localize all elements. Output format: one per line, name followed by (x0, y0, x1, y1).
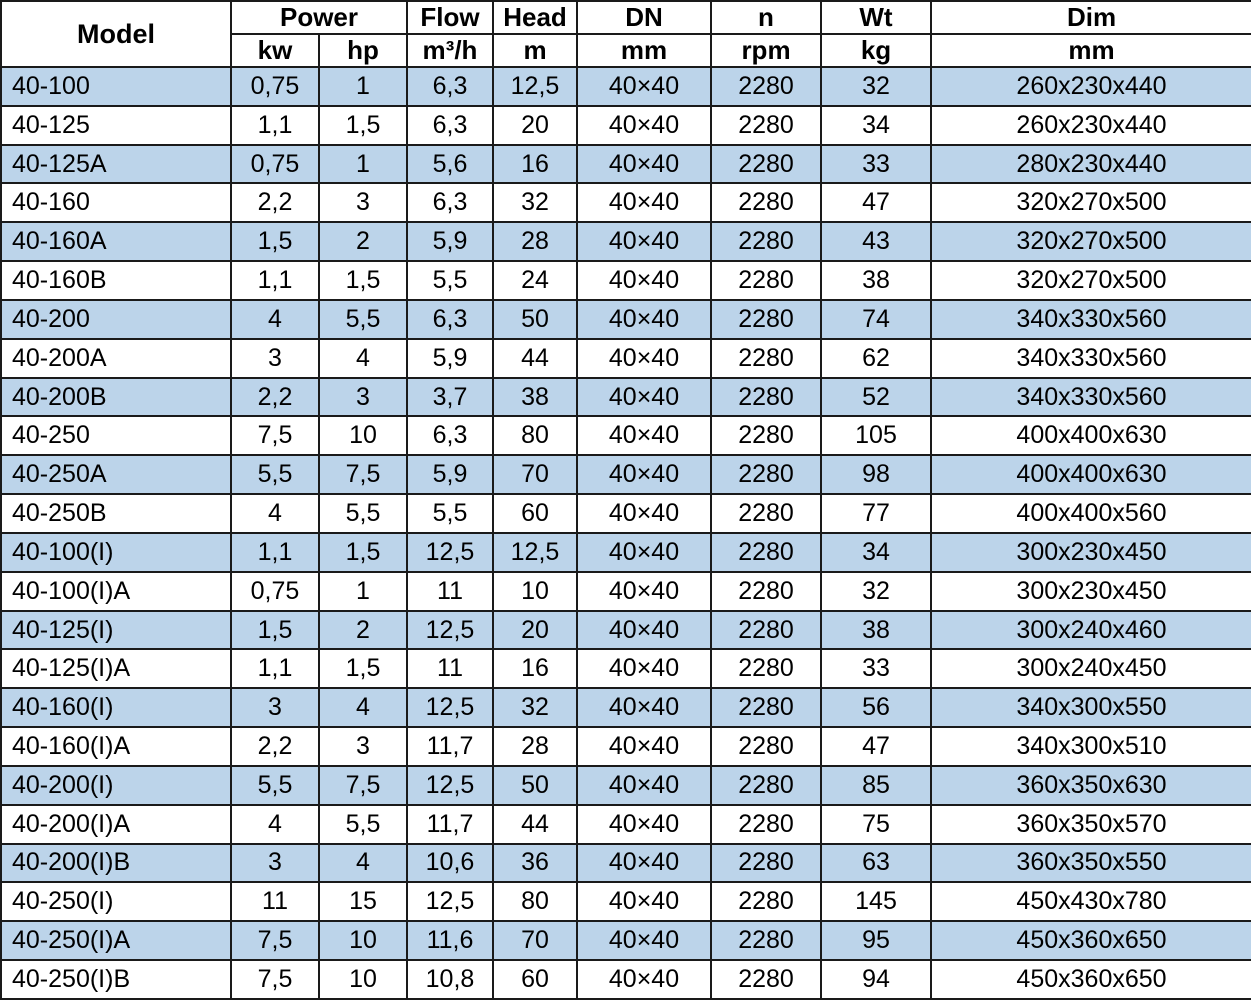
cell-n: 2280 (711, 805, 821, 844)
cell-n: 2280 (711, 611, 821, 650)
cell-power-kw: 7,5 (231, 921, 319, 960)
table-body (1, 67, 1251, 999)
table-row (1, 106, 1251, 145)
cell-wt: 32 (821, 67, 931, 106)
cell-model: 40-160(I)A (1, 727, 231, 766)
cell-power-hp: 10 (319, 416, 407, 455)
cell-power-hp: 4 (319, 688, 407, 727)
cell-dn: 40×40 (577, 222, 711, 261)
cell-head: 60 (493, 494, 577, 533)
cell-n: 2280 (711, 261, 821, 300)
cell-head: 50 (493, 766, 577, 805)
cell-flow: 11 (407, 649, 493, 688)
cell-flow: 6,3 (407, 416, 493, 455)
unit-header-flow: m³/h (407, 34, 493, 67)
cell-n: 2280 (711, 145, 821, 184)
cell-power-kw: 1,5 (231, 611, 319, 650)
table-row (1, 261, 1251, 300)
cell-dim: 450x430x780 (931, 882, 1251, 921)
table-row (1, 533, 1251, 572)
cell-n: 2280 (711, 960, 821, 999)
cell-dn: 40×40 (577, 960, 711, 999)
table-row (1, 339, 1251, 378)
cell-dn: 40×40 (577, 145, 711, 184)
cell-model: 40-250(I)A (1, 921, 231, 960)
cell-head: 12,5 (493, 67, 577, 106)
cell-dim: 360x350x550 (931, 844, 1251, 883)
cell-power-hp: 5,5 (319, 300, 407, 339)
table-row (1, 183, 1251, 222)
cell-dn: 40×40 (577, 688, 711, 727)
cell-flow: 12,5 (407, 882, 493, 921)
cell-n: 2280 (711, 844, 821, 883)
cell-power-kw: 5,5 (231, 455, 319, 494)
cell-power-kw: 1,1 (231, 261, 319, 300)
cell-power-kw: 3 (231, 844, 319, 883)
unit-header-dn: mm (577, 34, 711, 67)
cell-model: 40-160 (1, 183, 231, 222)
cell-power-hp: 1,5 (319, 649, 407, 688)
cell-wt: 43 (821, 222, 931, 261)
cell-dim: 340x330x560 (931, 378, 1251, 417)
cell-flow: 6,3 (407, 106, 493, 145)
cell-model: 40-250(I)B (1, 960, 231, 999)
cell-model: 40-125A (1, 145, 231, 184)
cell-dim: 260x230x440 (931, 67, 1251, 106)
cell-power-kw: 0,75 (231, 572, 319, 611)
cell-dn: 40×40 (577, 455, 711, 494)
cell-dn: 40×40 (577, 378, 711, 417)
cell-head: 28 (493, 222, 577, 261)
table-row (1, 649, 1251, 688)
column-header-model: Model (1, 1, 231, 67)
cell-flow: 5,9 (407, 339, 493, 378)
cell-n: 2280 (711, 688, 821, 727)
cell-wt: 63 (821, 844, 931, 883)
cell-dn: 40×40 (577, 533, 711, 572)
cell-head: 38 (493, 378, 577, 417)
cell-n: 2280 (711, 67, 821, 106)
table-row (1, 416, 1251, 455)
unit-header-kw: kw (231, 34, 319, 67)
cell-wt: 47 (821, 183, 931, 222)
cell-wt: 33 (821, 145, 931, 184)
cell-n: 2280 (711, 378, 821, 417)
cell-dim: 280x230x440 (931, 145, 1251, 184)
cell-n: 2280 (711, 727, 821, 766)
cell-model: 40-100 (1, 67, 231, 106)
cell-dim: 400x400x630 (931, 416, 1251, 455)
cell-n: 2280 (711, 882, 821, 921)
cell-dn: 40×40 (577, 611, 711, 650)
cell-power-hp: 5,5 (319, 494, 407, 533)
cell-power-kw: 4 (231, 805, 319, 844)
cell-model: 40-125(I) (1, 611, 231, 650)
cell-flow: 11,7 (407, 805, 493, 844)
cell-head: 36 (493, 844, 577, 883)
cell-head: 16 (493, 145, 577, 184)
table-row (1, 145, 1251, 184)
cell-head: 12,5 (493, 533, 577, 572)
cell-model: 40-250 (1, 416, 231, 455)
cell-model: 40-125 (1, 106, 231, 145)
cell-power-hp: 1,5 (319, 106, 407, 145)
cell-flow: 12,5 (407, 611, 493, 650)
cell-dim: 450x360x650 (931, 921, 1251, 960)
cell-power-kw: 11 (231, 882, 319, 921)
cell-dim: 450x360x650 (931, 960, 1251, 999)
cell-n: 2280 (711, 455, 821, 494)
cell-n: 2280 (711, 106, 821, 145)
cell-power-kw: 3 (231, 688, 319, 727)
cell-head: 70 (493, 921, 577, 960)
cell-flow: 3,7 (407, 378, 493, 417)
unit-header-head: m (493, 34, 577, 67)
cell-head: 50 (493, 300, 577, 339)
cell-power-hp: 3 (319, 378, 407, 417)
table-row (1, 882, 1251, 921)
cell-n: 2280 (711, 533, 821, 572)
cell-dim: 320x270x500 (931, 183, 1251, 222)
cell-model: 40-200(I) (1, 766, 231, 805)
cell-wt: 95 (821, 921, 931, 960)
cell-model: 40-100(I)A (1, 572, 231, 611)
table-row (1, 960, 1251, 999)
cell-dn: 40×40 (577, 494, 711, 533)
cell-head: 70 (493, 455, 577, 494)
cell-dim: 400x400x560 (931, 494, 1251, 533)
cell-model: 40-160A (1, 222, 231, 261)
cell-wt: 34 (821, 533, 931, 572)
cell-wt: 77 (821, 494, 931, 533)
cell-power-kw: 5,5 (231, 766, 319, 805)
unit-header-hp: hp (319, 34, 407, 67)
cell-dim: 320x270x500 (931, 261, 1251, 300)
cell-model: 40-200B (1, 378, 231, 417)
cell-dn: 40×40 (577, 805, 711, 844)
table-row (1, 378, 1251, 417)
cell-power-kw: 1,1 (231, 649, 319, 688)
table-row (1, 611, 1251, 650)
cell-wt: 105 (821, 416, 931, 455)
cell-power-hp: 10 (319, 960, 407, 999)
cell-power-kw: 2,2 (231, 378, 319, 417)
cell-dim: 340x300x550 (931, 688, 1251, 727)
column-header-flow: Flow (407, 1, 493, 34)
cell-wt: 52 (821, 378, 931, 417)
cell-wt: 75 (821, 805, 931, 844)
cell-dn: 40×40 (577, 766, 711, 805)
cell-wt: 74 (821, 300, 931, 339)
cell-n: 2280 (711, 222, 821, 261)
cell-dim: 360x350x630 (931, 766, 1251, 805)
cell-flow: 11,7 (407, 727, 493, 766)
cell-flow: 6,3 (407, 67, 493, 106)
table-row (1, 67, 1251, 106)
cell-n: 2280 (711, 183, 821, 222)
cell-dn: 40×40 (577, 727, 711, 766)
cell-dn: 40×40 (577, 649, 711, 688)
cell-power-hp: 1,5 (319, 533, 407, 572)
column-header-wt: Wt (821, 1, 931, 34)
cell-power-kw: 0,75 (231, 145, 319, 184)
column-header-head: Head (493, 1, 577, 34)
cell-power-kw: 0,75 (231, 67, 319, 106)
cell-wt: 33 (821, 649, 931, 688)
cell-power-kw: 4 (231, 494, 319, 533)
cell-n: 2280 (711, 921, 821, 960)
cell-n: 2280 (711, 339, 821, 378)
table-row (1, 766, 1251, 805)
cell-flow: 10,6 (407, 844, 493, 883)
column-header-n: n (711, 1, 821, 34)
header-group-row (1, 1, 1251, 34)
cell-wt: 32 (821, 572, 931, 611)
cell-dn: 40×40 (577, 261, 711, 300)
cell-flow: 5,6 (407, 145, 493, 184)
cell-n: 2280 (711, 766, 821, 805)
cell-wt: 47 (821, 727, 931, 766)
table-row (1, 455, 1251, 494)
cell-head: 44 (493, 805, 577, 844)
cell-dn: 40×40 (577, 106, 711, 145)
cell-power-hp: 15 (319, 882, 407, 921)
cell-dn: 40×40 (577, 67, 711, 106)
cell-power-hp: 5,5 (319, 805, 407, 844)
cell-power-kw: 3 (231, 339, 319, 378)
cell-power-hp: 4 (319, 339, 407, 378)
cell-dn: 40×40 (577, 882, 711, 921)
cell-head: 20 (493, 611, 577, 650)
cell-dn: 40×40 (577, 416, 711, 455)
cell-model: 40-125(I)A (1, 649, 231, 688)
cell-flow: 6,3 (407, 183, 493, 222)
table-header (1, 1, 1251, 67)
cell-power-hp: 1,5 (319, 261, 407, 300)
cell-dim: 320x270x500 (931, 222, 1251, 261)
cell-power-hp: 2 (319, 222, 407, 261)
cell-power-hp: 7,5 (319, 455, 407, 494)
cell-flow: 11 (407, 572, 493, 611)
cell-n: 2280 (711, 416, 821, 455)
cell-head: 60 (493, 960, 577, 999)
column-header-power: Power (231, 1, 407, 34)
cell-n: 2280 (711, 300, 821, 339)
cell-head: 16 (493, 649, 577, 688)
cell-dn: 40×40 (577, 921, 711, 960)
cell-n: 2280 (711, 494, 821, 533)
cell-power-hp: 10 (319, 921, 407, 960)
cell-model: 40-250A (1, 455, 231, 494)
cell-flow: 12,5 (407, 533, 493, 572)
cell-flow: 12,5 (407, 688, 493, 727)
cell-flow: 5,9 (407, 455, 493, 494)
column-header-dim: Dim (931, 1, 1251, 34)
cell-dim: 300x240x450 (931, 649, 1251, 688)
cell-wt: 98 (821, 455, 931, 494)
cell-wt: 38 (821, 611, 931, 650)
cell-head: 10 (493, 572, 577, 611)
cell-power-hp: 1 (319, 572, 407, 611)
cell-dim: 260x230x440 (931, 106, 1251, 145)
cell-wt: 94 (821, 960, 931, 999)
cell-power-kw: 4 (231, 300, 319, 339)
table-row (1, 921, 1251, 960)
cell-flow: 5,9 (407, 222, 493, 261)
table-row (1, 222, 1251, 261)
unit-header-wt: kg (821, 34, 931, 67)
cell-power-hp: 7,5 (319, 766, 407, 805)
cell-power-hp: 2 (319, 611, 407, 650)
cell-dim: 300x230x450 (931, 572, 1251, 611)
table-row (1, 572, 1251, 611)
cell-dim: 340x330x560 (931, 300, 1251, 339)
cell-power-hp: 3 (319, 727, 407, 766)
cell-flow: 11,6 (407, 921, 493, 960)
cell-dim: 360x350x570 (931, 805, 1251, 844)
cell-power-kw: 1,1 (231, 106, 319, 145)
cell-model: 40-250(I) (1, 882, 231, 921)
cell-n: 2280 (711, 572, 821, 611)
cell-power-kw: 2,2 (231, 727, 319, 766)
cell-power-kw: 7,5 (231, 960, 319, 999)
table-row (1, 844, 1251, 883)
cell-power-kw: 2,2 (231, 183, 319, 222)
cell-model: 40-160(I) (1, 688, 231, 727)
cell-flow: 10,8 (407, 960, 493, 999)
cell-model: 40-250B (1, 494, 231, 533)
cell-power-kw: 7,5 (231, 416, 319, 455)
table-row (1, 688, 1251, 727)
cell-head: 44 (493, 339, 577, 378)
table-row (1, 805, 1251, 844)
cell-head: 28 (493, 727, 577, 766)
cell-wt: 85 (821, 766, 931, 805)
cell-power-hp: 3 (319, 183, 407, 222)
cell-dim: 400x400x630 (931, 455, 1251, 494)
cell-model: 40-200(I)A (1, 805, 231, 844)
cell-flow: 5,5 (407, 261, 493, 300)
cell-power-hp: 4 (319, 844, 407, 883)
cell-dim: 300x230x450 (931, 533, 1251, 572)
cell-dn: 40×40 (577, 300, 711, 339)
table-row (1, 727, 1251, 766)
cell-dim: 340x300x510 (931, 727, 1251, 766)
cell-power-kw: 1,5 (231, 222, 319, 261)
cell-head: 20 (493, 106, 577, 145)
cell-wt: 34 (821, 106, 931, 145)
unit-header-n: rpm (711, 34, 821, 67)
cell-flow: 12,5 (407, 766, 493, 805)
column-header-dn: DN (577, 1, 711, 34)
cell-model: 40-200(I)B (1, 844, 231, 883)
cell-model: 40-200 (1, 300, 231, 339)
cell-head: 80 (493, 416, 577, 455)
cell-head: 32 (493, 688, 577, 727)
cell-model: 40-160B (1, 261, 231, 300)
cell-power-hp: 1 (319, 67, 407, 106)
cell-flow: 5,5 (407, 494, 493, 533)
cell-wt: 38 (821, 261, 931, 300)
cell-power-hp: 1 (319, 145, 407, 184)
cell-n: 2280 (711, 649, 821, 688)
cell-flow: 6,3 (407, 300, 493, 339)
cell-head: 80 (493, 882, 577, 921)
cell-dn: 40×40 (577, 844, 711, 883)
cell-head: 24 (493, 261, 577, 300)
cell-power-kw: 1,1 (231, 533, 319, 572)
cell-head: 32 (493, 183, 577, 222)
cell-wt: 62 (821, 339, 931, 378)
cell-dim: 300x240x460 (931, 611, 1251, 650)
cell-dn: 40×40 (577, 339, 711, 378)
table-row (1, 494, 1251, 533)
cell-model: 40-200A (1, 339, 231, 378)
cell-dn: 40×40 (577, 183, 711, 222)
cell-wt: 145 (821, 882, 931, 921)
cell-dim: 340x330x560 (931, 339, 1251, 378)
table-row (1, 300, 1251, 339)
cell-wt: 56 (821, 688, 931, 727)
cell-dn: 40×40 (577, 572, 711, 611)
unit-header-dim: mm (931, 34, 1251, 67)
cell-model: 40-100(I) (1, 533, 231, 572)
